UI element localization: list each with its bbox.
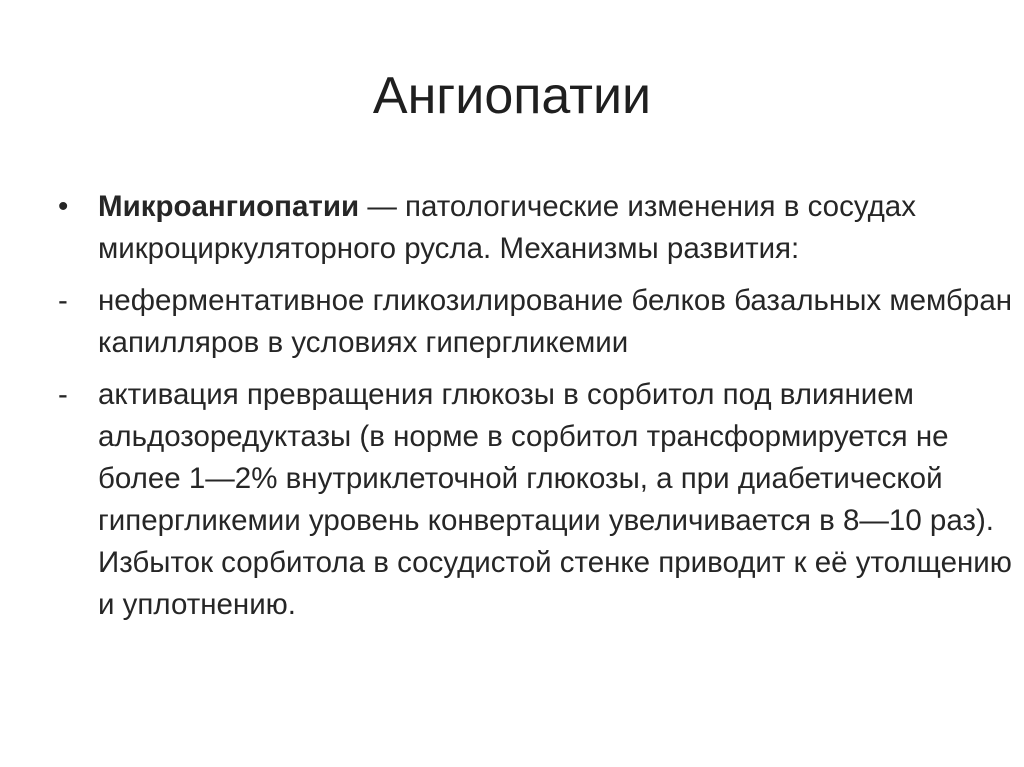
- bullet-marker: •: [58, 190, 69, 223]
- bullet-list: [58, 186, 1018, 636]
- bullet-item-glycosylation: [58, 280, 1018, 364]
- dash-marker: -: [58, 284, 68, 317]
- bullet-item-microangiopathy: [58, 186, 1018, 270]
- bullet-text: неферментативное гликозилирование белков базальных мембран капилляров в условиях гипергликемии: [98, 284, 1013, 359]
- bullet-item-sorbitol: [58, 374, 1018, 626]
- term-microangiopathy: Микроангиопатии: [98, 190, 360, 223]
- slide-title: Ангиопатии: [372, 67, 652, 125]
- bullet-text: активация превращения глюкозы в сорбитол под влиянием альдозоредуктазы (в норме в сорбитол трансформируется не более 1—2% внутриклеточной глюкозы, а при диабетической гипергликемии уровень конвертации увеличивается в 8—10 раз). Избыток сорбитола в сосудистой стенке приводит к её утолщению и уплотнению.: [98, 378, 1012, 621]
- dash-marker: -: [58, 378, 68, 411]
- bullet-text: — патологические изменения в сосудах микроциркуляторного русла. Механизмы развития:: [98, 190, 916, 265]
